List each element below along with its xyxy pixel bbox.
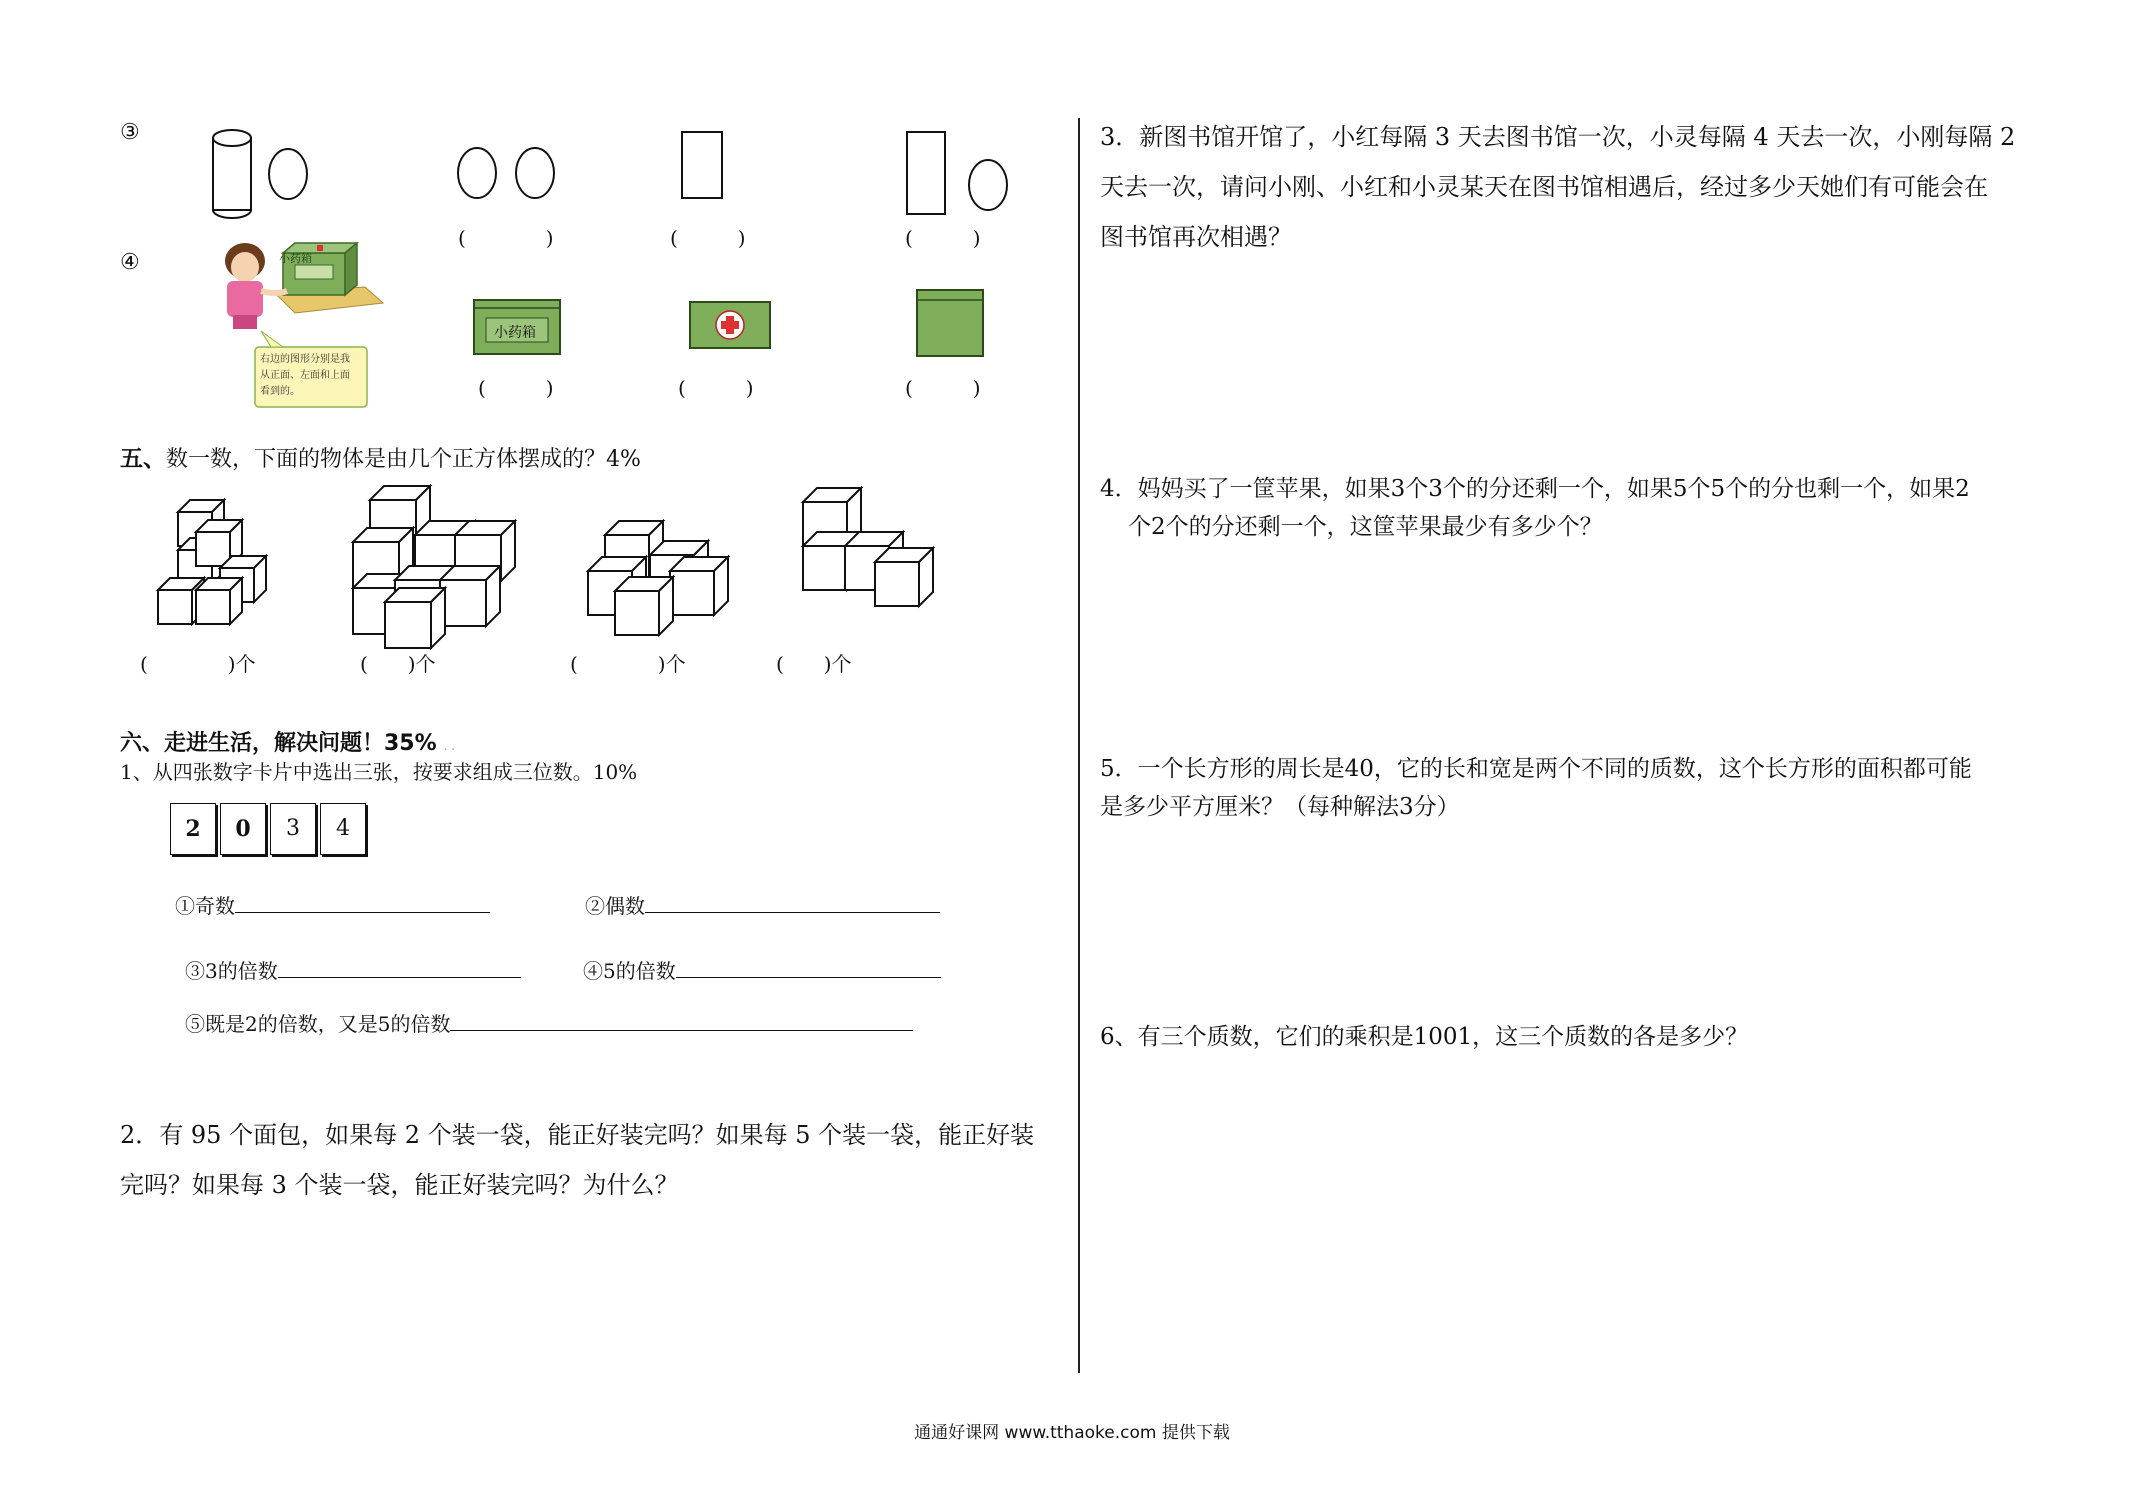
rectangle-and-circle-view bbox=[905, 130, 1015, 220]
cube-count-1[interactable]: ( )个 bbox=[140, 652, 256, 676]
cube-count-2[interactable]: ( )个 bbox=[360, 652, 436, 676]
question-2-line-1: 2．有 95 个面包，如果每 2 个装一袋，能正好装完吗？如果每 5 个装一袋，能正好装 bbox=[120, 1121, 1035, 1149]
multiple-of-5-label: ④5的倍数 bbox=[583, 959, 676, 983]
multiple-of-3-blank[interactable] bbox=[278, 957, 521, 978]
section6-q1: 1、从四张数字卡片中选出三张，按要求组成三位数。10% bbox=[120, 760, 638, 784]
section6-dots: . . bbox=[443, 739, 456, 753]
footer-credit: 通通好课网 www.tthaoke.com 提供下载 bbox=[914, 1423, 1230, 1443]
rectangle-view bbox=[680, 130, 730, 205]
odd-number-blank[interactable] bbox=[235, 892, 490, 913]
section6-heading bbox=[120, 726, 455, 757]
row4-marker: ④ bbox=[120, 250, 140, 275]
row3-marker: ③ bbox=[120, 120, 140, 145]
speech-note bbox=[260, 352, 350, 400]
question-3-line-3: 图书馆再次相遇？ bbox=[1100, 223, 1292, 251]
medicine-box-label: 小药箱 bbox=[279, 252, 312, 265]
row4-answer-1[interactable]: ( ) bbox=[478, 376, 554, 400]
digit-card-0: 0 bbox=[220, 803, 266, 855]
question-4-line-1: 4．妈妈买了一筐苹果，如果3个3个的分还剩一个，如果5个5个的分也剩一个，如果2 bbox=[1100, 476, 1970, 502]
question-3-line-1: 3．新图书馆开馆了，小红每隔 3 天去图书馆一次，小灵每隔 4 天去一次，小刚每隔 2 bbox=[1100, 123, 2016, 151]
multiple-of-3-label: ③3的倍数 bbox=[185, 959, 278, 983]
digit-card-4: 4 bbox=[320, 803, 366, 855]
row3-answer-3[interactable]: ( ) bbox=[905, 226, 981, 250]
row4-answer-2[interactable]: ( ) bbox=[678, 376, 754, 400]
cylinder-and-circle-figure bbox=[205, 128, 315, 218]
digit-card-2: 2 bbox=[170, 803, 216, 855]
front-view-label: 小药箱 bbox=[494, 325, 536, 341]
odd-number-item bbox=[175, 892, 490, 918]
multiple-of-5-blank[interactable] bbox=[676, 957, 941, 978]
even-number-label: ②偶数 bbox=[585, 894, 645, 918]
question-2-line-2: 完吗？如果每 3 个装一袋，能正好装完吗？为什么？ bbox=[120, 1171, 679, 1199]
column-divider bbox=[1078, 118, 1080, 1373]
even-number-item bbox=[585, 892, 940, 918]
question-4-line-2: 个2个的分还剩一个，这筐苹果最少有多少个？ bbox=[1128, 514, 1603, 540]
section6-title: 六、走进生活，解决问题！35% bbox=[120, 731, 437, 756]
section5-text: 数一数，下面的物体是由几个正方体摆成的？4% bbox=[166, 447, 641, 472]
cube bbox=[670, 557, 728, 615]
multiple-of-5-item bbox=[583, 957, 941, 983]
speech-line-3: 看到的。 bbox=[260, 386, 300, 397]
row3-answer-2[interactable]: ( ) bbox=[670, 226, 746, 250]
cube-count-3[interactable]: ( )个 bbox=[570, 652, 686, 676]
question-2-text bbox=[120, 1110, 1034, 1210]
question-3-text bbox=[1100, 112, 2015, 262]
cube-count-4[interactable]: ( )个 bbox=[776, 652, 852, 676]
side-view-red-cross-box bbox=[688, 300, 774, 352]
row4-answer-3[interactable]: ( ) bbox=[905, 376, 981, 400]
top-view-box bbox=[915, 288, 987, 360]
question-4-text bbox=[1100, 470, 1970, 546]
cube-stack-2 bbox=[345, 480, 525, 640]
multiple-of-2-and-5-label: ⑤既是2的倍数，又是5的倍数 bbox=[185, 1012, 451, 1036]
multiple-of-3-item bbox=[185, 957, 521, 983]
even-number-blank[interactable] bbox=[645, 892, 940, 913]
question-5-line-2: 是多少平方厘米？（每种解法3分） bbox=[1100, 794, 1460, 820]
cube bbox=[875, 548, 933, 606]
speech-line-1: 右边的图形分别是我 bbox=[260, 354, 350, 365]
cube-stack-4 bbox=[795, 480, 965, 620]
section5-number: 五、 bbox=[120, 446, 166, 472]
multiple-of-2-and-5-blank[interactable] bbox=[450, 1010, 913, 1031]
cube-stack-1 bbox=[150, 490, 290, 640]
question-5-line-1: 5．一个长方形的周长是40，它的长和宽是两个不同的质数，这个长方形的面积都可能 bbox=[1100, 756, 1972, 782]
cube-stack-3 bbox=[580, 515, 740, 640]
cube bbox=[385, 588, 445, 648]
cube bbox=[615, 577, 673, 635]
digit-card-3: 3 bbox=[270, 803, 316, 855]
multiple-of-2-and-5-item bbox=[185, 1010, 913, 1036]
section5-heading bbox=[120, 446, 641, 474]
cube bbox=[440, 566, 500, 626]
question-3-line-2: 天去一次，请问小刚、小红和小灵某天在图书馆相遇后，经过多少天她们有可能会在 bbox=[1100, 173, 1988, 201]
cube bbox=[196, 578, 242, 624]
odd-number-label: ①奇数 bbox=[175, 894, 235, 918]
row3-answer-1[interactable]: ( ) bbox=[458, 226, 554, 250]
two-circles-view bbox=[455, 145, 565, 205]
question-6-text: 6、有三个质数，它们的乘积是1001，这三个质数的各是多少？ bbox=[1100, 1024, 1749, 1050]
speech-line-2: 从正面、左面和上面 bbox=[260, 370, 350, 381]
question-5-text bbox=[1100, 750, 1972, 826]
